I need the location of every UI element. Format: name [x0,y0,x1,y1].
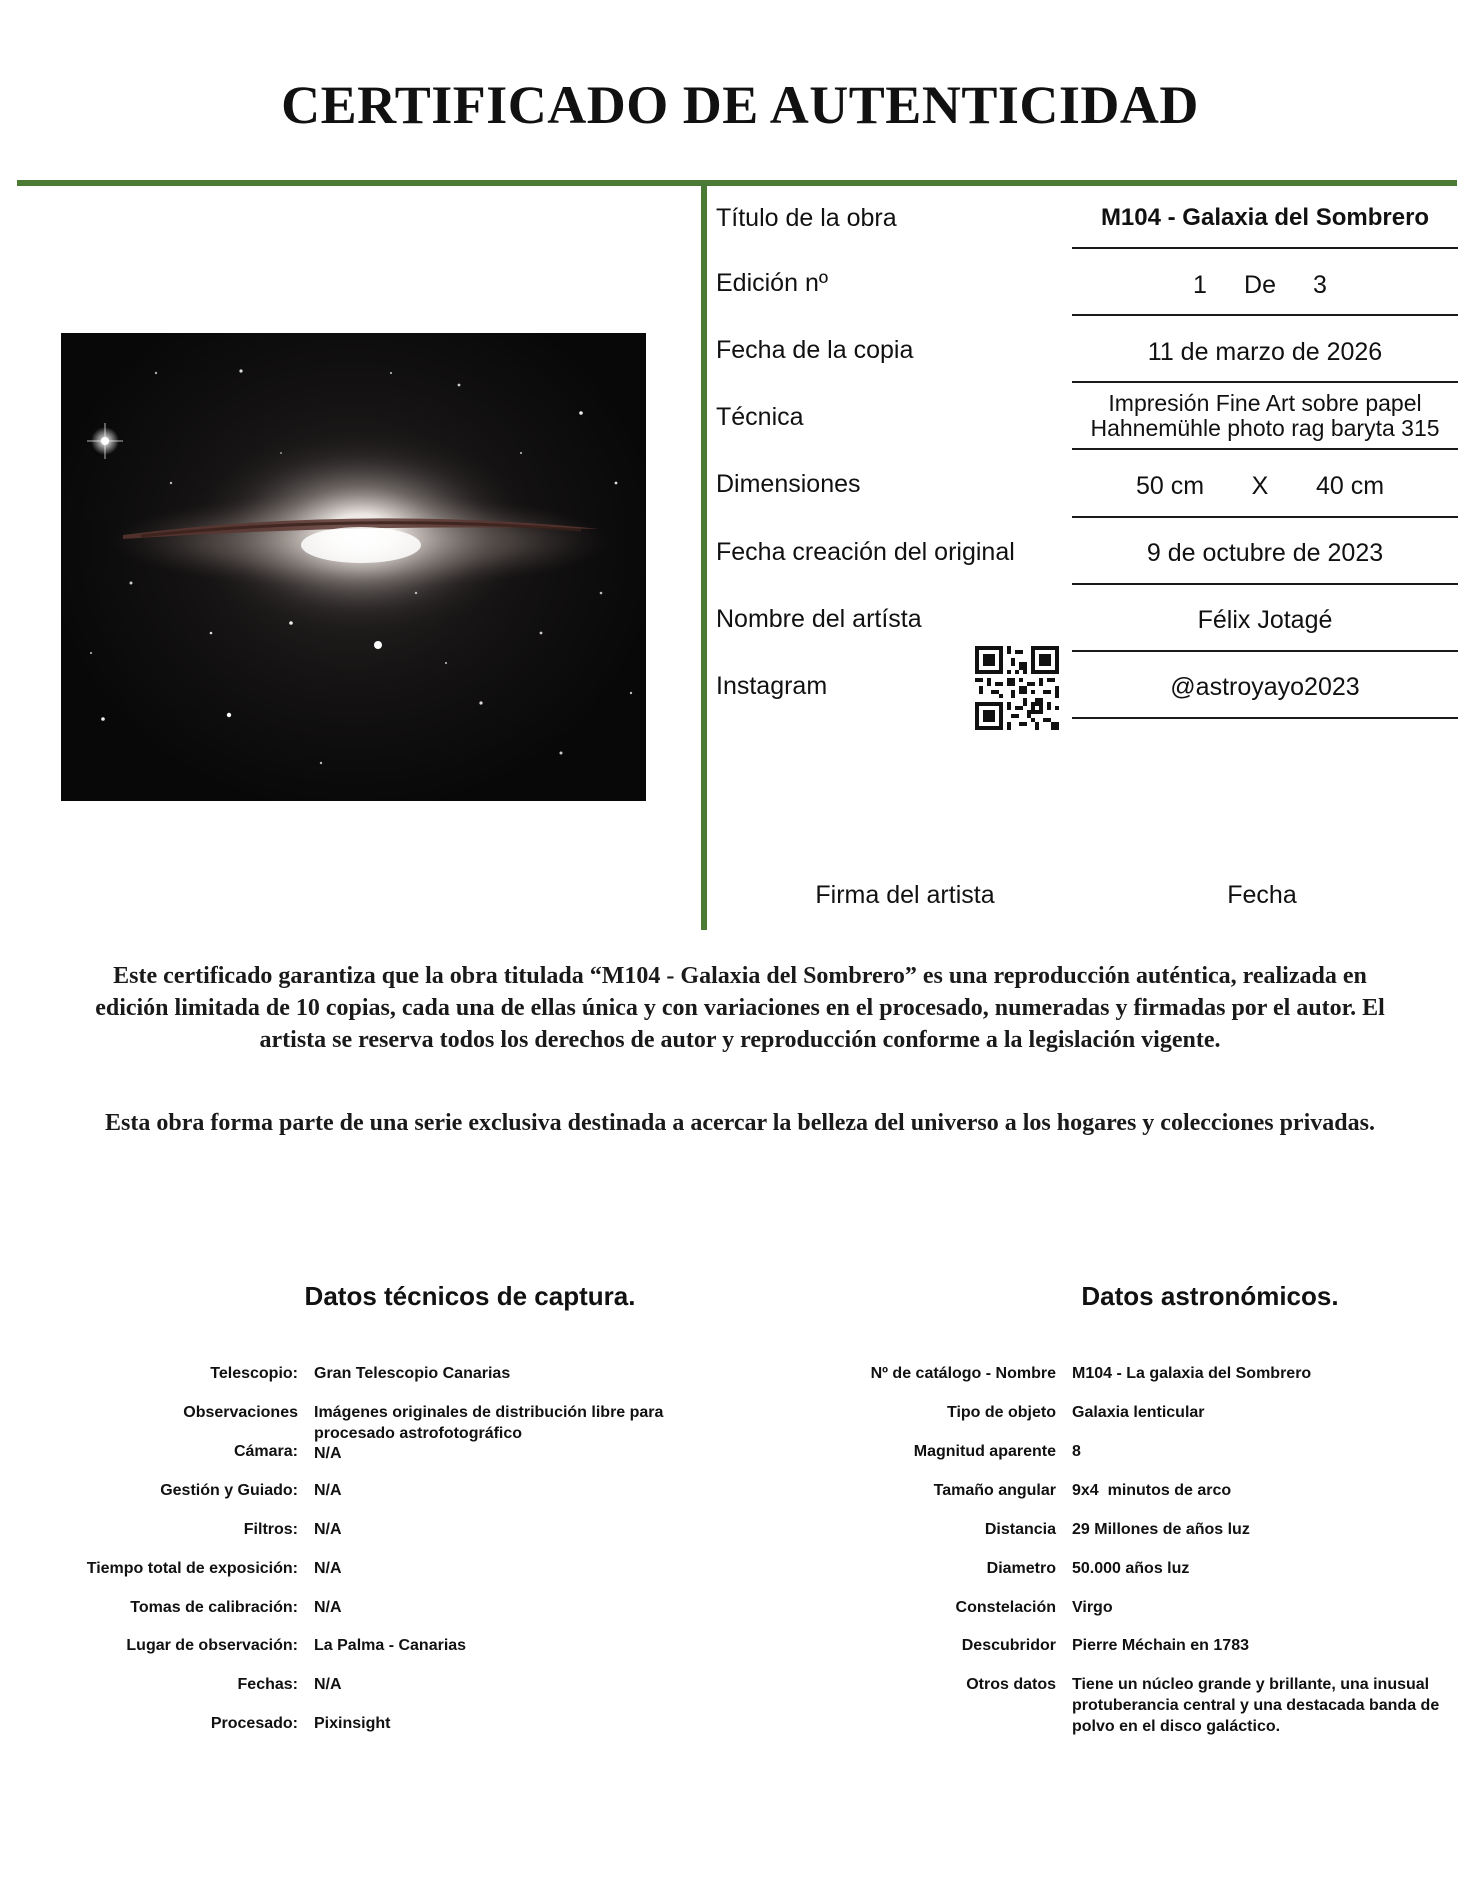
signature-date-label: Fecha [1227,881,1297,909]
astro-value-distancia: 29 Millones de años luz [1072,1521,1250,1538]
astro-key-descubridor: Descubridor [961,1637,1056,1654]
astro-key-catalogo: Nº de catálogo - Nombre [870,1365,1056,1382]
line-titulo [1072,247,1458,249]
tech-value-exposicion: N/A [314,1560,342,1577]
certificate-text-line3: artista se reserva todos los derechos de autor y reproducción conforme a la legislación vigente. [259,1027,1221,1053]
astro-value-catalogo: M104 - La galaxia del Sombrero [1072,1365,1312,1382]
value-edicion-total: 3 [1313,271,1327,299]
tech-key-camara: Cámara: [233,1443,298,1460]
label-fecha-original: Fecha creación del original [716,538,1015,566]
tech-key-filtros: Filtros: [243,1521,298,1538]
tech-value-calibracion: N/A [314,1599,342,1616]
tech-key-exposicion: Tiempo total de exposición: [86,1560,298,1577]
tech-key-calibracion: Tomas de calibración: [130,1599,298,1616]
tech-value-guiado: N/A [314,1482,342,1499]
line-tecnica [1072,448,1458,450]
line-fecha-original [1072,583,1458,585]
astro-value-magnitud: 8 [1072,1443,1081,1460]
line-instagram [1072,717,1458,719]
label-fecha-copia: Fecha de la copia [716,336,914,364]
value-instagram: @astroyayo2023 [1170,673,1360,701]
line-edicion [1072,314,1458,316]
tech-key-observaciones: Observaciones [183,1404,298,1421]
tech-key-procesado: Procesado: [210,1715,298,1732]
astro-key-magnitud: Magnitud aparente [913,1443,1056,1460]
label-artista: Nombre del artísta [716,605,922,633]
tech-key-telescopio: Telescopio: [210,1365,298,1382]
astro-key-diametro: Diametro [986,1560,1056,1577]
astro-value-otros-line1: Tiene un núcleo grande y brillante, una inusual [1072,1676,1430,1693]
qr-code-icon[interactable] [975,646,1059,730]
astronomical-heading: Datos astronómicos. [1081,1281,1339,1311]
certificate-title: CERTIFICADO DE AUTENTICIDAD [281,75,1199,135]
astro-value-diametro: 50.000 años luz [1072,1560,1190,1577]
value-edicion-num: 1 [1193,271,1207,299]
label-edicion: Edición nº [716,269,828,297]
astro-value-otros-line3: polvo en el disco galáctico. [1072,1718,1281,1735]
tech-value-fechas: N/A [314,1676,342,1693]
astro-key-otros: Otros datos [966,1676,1056,1693]
astro-value-tamano: 9x4 minutos de arco [1072,1482,1232,1499]
value-fecha-copia: 11 de marzo de 2026 [1147,338,1383,366]
tech-key-guiado: Gestión y Guiado: [160,1482,298,1499]
value-titulo: M104 - Galaxia del Sombrero [1100,204,1430,231]
line-artista [1072,650,1458,652]
technical-heading: Datos técnicos de captura. [304,1281,636,1311]
tech-value-lugar: La Palma - Canarias [314,1637,467,1654]
astro-value-constelacion: Virgo [1072,1599,1113,1616]
top-divider [17,180,1457,186]
tech-value-observaciones: Imágenes originales de distribución libre para [314,1404,664,1421]
astro-key-constelacion: Constelación [955,1599,1056,1616]
label-instagram: Instagram [716,672,828,700]
tech-key-lugar: Lugar de observación: [126,1637,298,1654]
label-tecnica: Técnica [716,403,804,431]
value-artista: Félix Jotagé [1197,606,1333,634]
tech-value-filtros: N/A [314,1521,342,1538]
certificate-text-line2: edición limitada de 10 copias, cada una de ellas única y con variaciones en el procesado, numeradas y firmadas por el autor. El [95,995,1385,1021]
line-dimensiones [1072,516,1458,518]
signature-label: Firma del artista [815,881,995,909]
value-tecnica-line1: Impresión Fine Art sobre papel [1108,390,1422,416]
value-edicion-de: De [1244,271,1276,299]
astro-key-distancia: Distancia [984,1521,1056,1538]
label-titulo: Título de la obra [716,204,897,232]
certificate-text-line1: Este certificado garantiza que la obra titulada “M104 - Galaxia del Sombrero” es una reproducción auténtica, realizada en [113,963,1367,989]
astro-key-tipo: Tipo de objeto [946,1404,1056,1421]
tech-value-telescopio: Gran Telescopio Canarias [314,1365,511,1382]
series-text: Esta obra forma parte de una serie exclusiva destinada a acercar la belleza del universo a los hogares y colecciones privadas. [105,1110,1375,1136]
value-dim-width: 50 cm [1135,472,1205,500]
tech-value-procesado: Pixinsight [314,1715,391,1732]
astro-value-descubridor: Pierre Méchain en 1783 [1072,1637,1249,1654]
astro-value-tipo: Galaxia lenticular [1072,1404,1205,1421]
label-dimensiones: Dimensiones [716,470,861,498]
sombrero-galaxy-photo [61,333,646,801]
value-fecha-original: 9 de octubre de 2023 [1146,539,1384,567]
astro-key-tamano: Tamaño angular [933,1482,1056,1499]
line-fecha-copia [1072,381,1458,383]
vertical-divider [701,186,707,930]
astro-value-otros-line2: protuberancia central y una destacada banda de [1072,1697,1440,1714]
tech-value-observaciones-line2: procesado astrofotográfico [314,1425,523,1442]
value-dim-x: X [1251,472,1269,500]
value-dim-height: 40 cm [1315,472,1385,500]
value-tecnica-line2: Hahnemühle photo rag baryta 315 [1090,415,1440,441]
tech-value-camara: N/A [314,1445,342,1462]
tech-key-fechas: Fechas: [237,1676,298,1693]
